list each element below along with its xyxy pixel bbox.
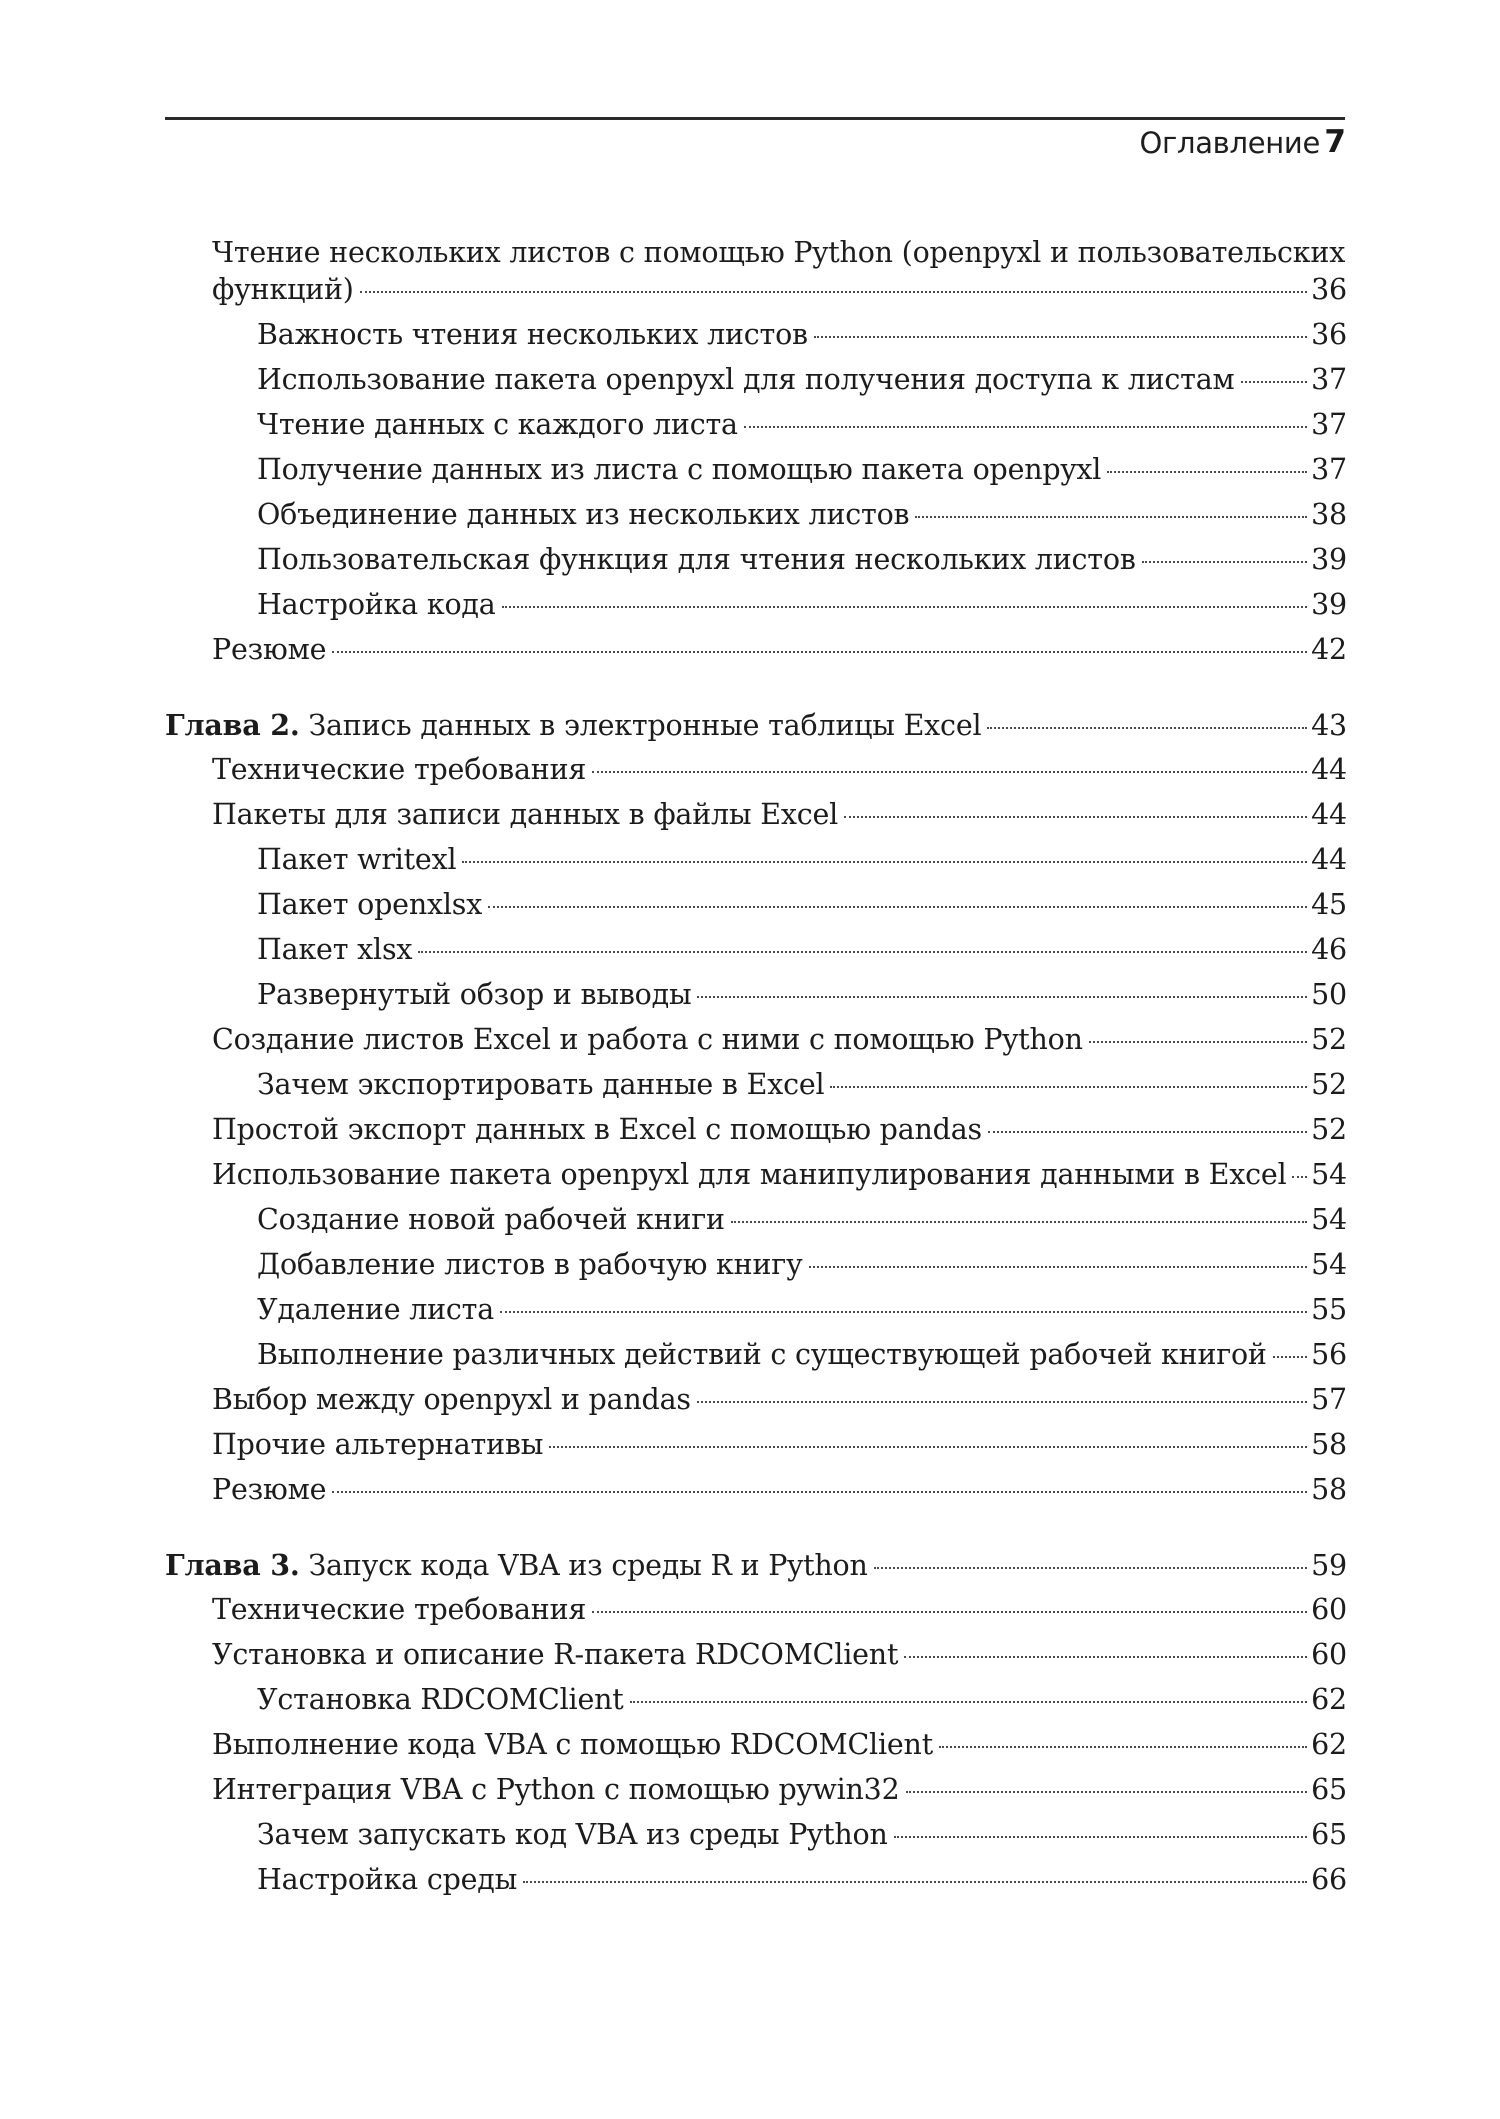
dot-leader <box>906 1791 1308 1793</box>
dot-leader <box>592 1611 1307 1613</box>
toc-entry-page: 62 <box>1311 1728 1347 1761</box>
toc-entry-title: Резюме <box>212 1473 327 1506</box>
dot-leader <box>744 426 1307 428</box>
toc-entry <box>212 1425 1347 1465</box>
dot-leader <box>814 336 1307 338</box>
dot-leader <box>1241 381 1308 383</box>
toc-entry-page: 57 <box>1311 1383 1347 1416</box>
dot-leader <box>844 816 1307 818</box>
running-head: Оглавление <box>1139 126 1320 160</box>
toc-entry-title-line1: Чтение нескольких листов с помощью Python (openpyxl и пользовательских <box>212 236 1346 269</box>
header-rule <box>165 117 1345 120</box>
toc-entry-page: 62 <box>1311 1683 1347 1716</box>
toc-entry <box>257 1290 1347 1330</box>
toc-entry <box>212 795 1347 835</box>
chapter-label: Глава 3. <box>165 1548 300 1582</box>
toc-entry-title: Выполнение различных действий с существующей рабочей книгой <box>257 1338 1267 1371</box>
toc-entry-title: Важность чтения нескольких листов <box>257 318 808 351</box>
toc-entry <box>257 1335 1347 1375</box>
dot-leader <box>809 1266 1308 1268</box>
toc-entry-page: 44 <box>1311 843 1347 876</box>
toc-entry-title: Установка RDCOMClient <box>257 1683 624 1716</box>
toc-entry <box>212 1725 1347 1765</box>
toc-chapter-entry <box>165 1545 1347 1585</box>
toc-entry-title: Выбор между openpyxl и pandas <box>212 1383 691 1416</box>
toc-entry <box>257 315 1347 355</box>
toc-entry-title: Зачем запускать код VBA из среды Python <box>257 1818 888 1851</box>
toc-entry <box>257 585 1347 625</box>
toc-entry-title: Технические требования <box>212 1593 587 1626</box>
toc-entry-page: 60 <box>1311 1593 1347 1626</box>
dot-leader <box>462 861 1307 863</box>
dot-leader <box>915 516 1307 518</box>
dot-leader <box>523 1881 1307 1883</box>
toc-entry-page: 60 <box>1311 1638 1347 1671</box>
toc-entry-page: 52 <box>1311 1023 1347 1056</box>
dot-leader <box>1292 1176 1307 1178</box>
toc-entry <box>257 1860 1347 1900</box>
toc-entry-title: Интеграция VBA с Python с помощью pywin32 <box>212 1773 900 1806</box>
toc-entry <box>212 1590 1347 1630</box>
page-number: 7 <box>1324 124 1346 160</box>
dot-leader <box>830 1086 1307 1088</box>
toc-entry-title: Технические требования <box>212 753 587 786</box>
chapter-title: Запись данных в электронные таблицы Excel <box>308 709 982 742</box>
toc-entry-title: Настройка среды <box>257 1863 518 1896</box>
toc-entry-page: 56 <box>1311 1338 1347 1371</box>
toc-entry <box>212 1020 1347 1060</box>
dot-leader <box>894 1836 1308 1838</box>
dot-leader <box>1107 471 1307 473</box>
dot-leader <box>332 1491 1307 1493</box>
toc-entry <box>257 1680 1347 1720</box>
toc-entry-page: 37 <box>1311 453 1347 486</box>
toc-entry-title <box>165 1545 868 1586</box>
toc-entry <box>257 1065 1347 1105</box>
toc-entry-title: Пакет xlsx <box>257 933 413 966</box>
toc-entry-title: Пользовательская функция для чтения нескольких листов <box>257 543 1136 576</box>
toc-entry <box>212 1380 1347 1420</box>
dot-leader <box>1273 1356 1307 1358</box>
toc-entry-title: Настройка кода <box>257 588 496 621</box>
toc-entry-page: 39 <box>1311 543 1347 576</box>
toc-entry <box>257 1245 1347 1285</box>
toc-entry-page: 65 <box>1311 1773 1347 1806</box>
toc-entry <box>257 840 1347 880</box>
toc-entry-page: 38 <box>1311 498 1347 531</box>
toc-entry-page: 44 <box>1311 753 1347 786</box>
toc-entry-title: Прочие альтернативы <box>212 1428 544 1461</box>
toc-entry <box>257 1815 1347 1855</box>
dot-leader <box>630 1701 1308 1703</box>
dot-leader <box>592 771 1307 773</box>
toc-entry-title: Объединение данных из нескольких листов <box>257 498 910 531</box>
toc-entry-page: 58 <box>1311 1473 1347 1506</box>
dot-leader <box>731 1221 1307 1223</box>
toc-entry-page: 37 <box>1311 408 1347 441</box>
dot-leader <box>987 727 1307 729</box>
dot-leader <box>1142 561 1307 563</box>
toc-entry-page: 55 <box>1311 1293 1347 1326</box>
toc-entry-page: 42 <box>1311 633 1347 666</box>
toc-entry-title: Установка и описание R-пакета RDCOMClient <box>212 1638 899 1671</box>
toc-entry-title: Пакет openxlsx <box>257 888 483 921</box>
dot-leader <box>360 291 1307 293</box>
toc-entry-page: 44 <box>1311 798 1347 831</box>
toc-entry <box>257 540 1347 580</box>
toc-entry-title: Удаление листа <box>257 1293 495 1326</box>
dot-leader <box>874 1567 1307 1569</box>
toc-entry-page: 46 <box>1311 933 1347 966</box>
toc-entry <box>212 1470 1347 1510</box>
toc-entry <box>212 750 1347 790</box>
toc-entry-page: 65 <box>1311 1818 1347 1851</box>
toc-entry-page: 58 <box>1311 1428 1347 1461</box>
toc-entry <box>212 630 1347 670</box>
toc-entry-page: 54 <box>1311 1248 1347 1281</box>
dot-leader <box>988 1131 1307 1133</box>
toc-entry-page: 37 <box>1311 363 1347 396</box>
toc-entry <box>257 405 1347 445</box>
dot-leader <box>1089 1041 1307 1043</box>
toc-entry-title: функций) <box>212 273 354 306</box>
toc-entry-title: Чтение данных с каждого листа <box>257 408 738 441</box>
chapter-label: Глава 2. <box>165 708 300 742</box>
toc-entry-title: Добавление листов в рабочую книгу <box>257 1248 803 1281</box>
dot-leader <box>697 1401 1307 1403</box>
toc-entry-title: Зачем экспортировать данные в Excel <box>257 1068 825 1101</box>
toc-entry-title: Простой экспорт данных в Excel с помощью pandas <box>212 1113 982 1146</box>
dot-leader <box>549 1446 1307 1448</box>
dot-leader <box>488 906 1307 908</box>
toc-entry <box>212 1770 1347 1810</box>
dot-leader <box>904 1656 1307 1658</box>
toc-entry-page: 39 <box>1311 588 1347 621</box>
toc-entry <box>212 1635 1347 1675</box>
toc-entry <box>257 1200 1347 1240</box>
toc-chapter-entry <box>165 705 1347 745</box>
toc-entry-page: 52 <box>1311 1113 1347 1146</box>
toc-entry-title: Создание листов Excel и работа с ними с помощью Python <box>212 1023 1083 1056</box>
toc-entry-title: Выполнение кода VBA с помощью RDCOMClient <box>212 1728 933 1761</box>
toc-entry-title: Пакеты для записи данных в файлы Excel <box>212 798 839 831</box>
toc-entry <box>257 975 1347 1015</box>
toc-entry-title <box>165 705 981 746</box>
dot-leader <box>697 996 1307 998</box>
dot-leader <box>500 1311 1307 1313</box>
toc-entry-page: 59 <box>1311 1549 1347 1582</box>
toc-entry-title: Пакет writexl <box>257 843 457 876</box>
toc-entry <box>212 1110 1347 1150</box>
toc-entry <box>212 270 1347 310</box>
chapter-title: Запуск кода VBA из среды R и Python <box>308 1549 868 1582</box>
toc-entry-page: 54 <box>1311 1158 1347 1191</box>
toc-entry-title: Использование пакета openpyxl для манипулирования данными в Excel <box>212 1158 1287 1191</box>
toc-entry-title: Получение данных из листа с помощью пакета openpyxl <box>257 453 1102 486</box>
toc-entry <box>257 885 1347 925</box>
toc-entry <box>212 1155 1347 1195</box>
toc-entry-title: Использование пакета openpyxl для получения доступа к листам <box>257 363 1235 396</box>
toc-entry-title: Создание новой рабочей книги <box>257 1203 725 1236</box>
toc-entry-page: 36 <box>1311 273 1347 306</box>
toc-entry <box>257 360 1347 400</box>
dot-leader <box>939 1746 1307 1748</box>
dot-leader <box>502 606 1308 608</box>
toc-entry-page: 52 <box>1311 1068 1347 1101</box>
toc-entry-page: 45 <box>1311 888 1347 921</box>
toc-entry <box>257 450 1347 490</box>
toc-entry <box>257 930 1347 970</box>
toc-entry-title: Резюме <box>212 633 327 666</box>
toc-entry-title: Развернутый обзор и выводы <box>257 978 692 1011</box>
toc-entry-page: 54 <box>1311 1203 1347 1236</box>
toc-entry-page: 66 <box>1311 1863 1347 1896</box>
toc-entry-page: 36 <box>1311 318 1347 351</box>
toc-entry <box>257 495 1347 535</box>
dot-leader <box>332 651 1307 653</box>
dot-leader <box>418 951 1307 953</box>
toc-entry-page: 50 <box>1311 978 1347 1011</box>
toc-entry-page: 43 <box>1311 709 1347 742</box>
